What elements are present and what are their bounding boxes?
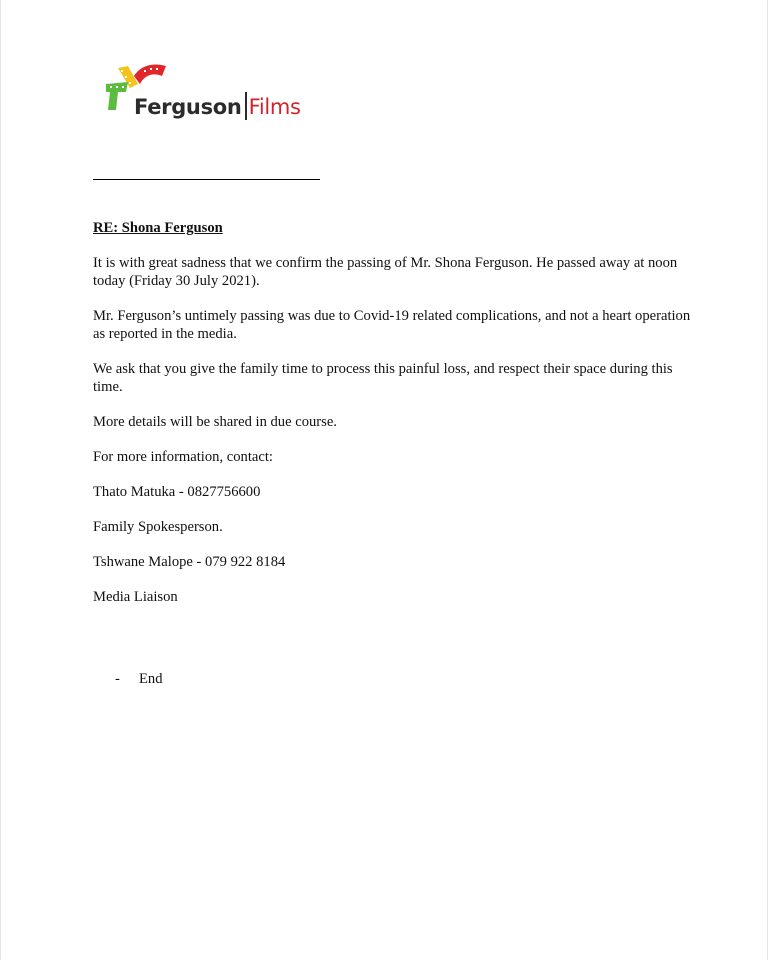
contact-1-role: Family Spokesperson. [93, 519, 223, 535]
logo-word-ferguson: Ferguson [134, 95, 242, 119]
film-green-ribbon [106, 82, 128, 110]
paragraph-announcement: It is with great sadness that we confirm the passing of Mr. Shona Ferguson. He passed away at noon today (Friday 30 July 2021). [93, 255, 678, 289]
film-red-ribbon [134, 64, 166, 84]
end-dash: - [115, 671, 120, 687]
letter-body [93, 219, 693, 705]
end-text: End [139, 671, 163, 687]
paragraph-privacy: We ask that you give the family time to process this painful loss, and respect their space during this time. [93, 361, 673, 395]
contact-1-line: Thato Matuka - 0827756600 [93, 484, 261, 500]
logo-wordmark [134, 92, 301, 120]
ferguson-films-logo [104, 62, 314, 130]
page-edge-left [0, 0, 1, 960]
subject-line: RE: Shona Ferguson [93, 220, 223, 236]
logo-divider [245, 92, 247, 120]
header-rule [93, 179, 320, 180]
end-marker [93, 670, 693, 688]
paragraph-contact-intro: For more information, contact: [93, 449, 273, 465]
logo-word-films: Films [248, 95, 301, 119]
contact-2-role: Media Liaison [93, 589, 178, 605]
paragraph-cause: Mr. Ferguson’s untimely passing was due to Covid-19 related complications, and not a heart operation as reported in the media. [93, 308, 691, 342]
paragraph-details: More details will be shared in due course. [93, 414, 337, 430]
contact-2-line: Tshwane Malope - 079 922 8184 [93, 554, 286, 570]
